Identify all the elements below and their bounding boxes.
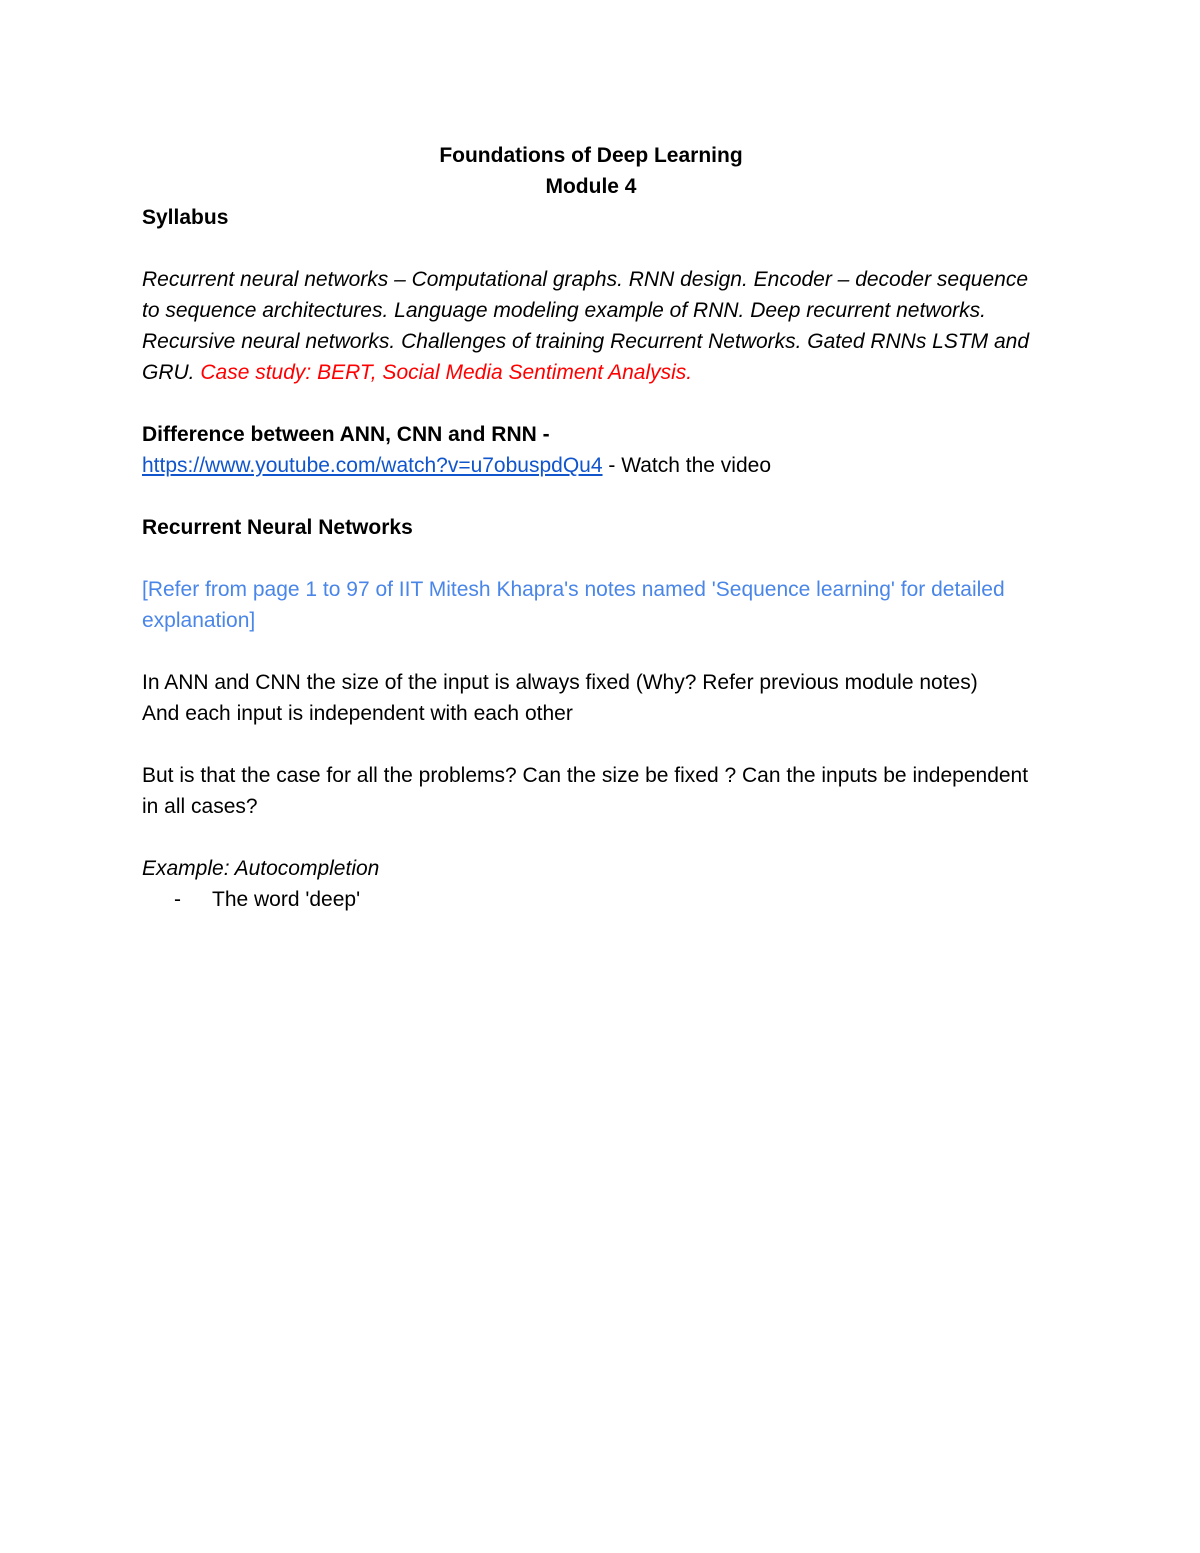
example-label: Example: Autocompletion <box>142 857 380 880</box>
document-page <box>142 140 1042 915</box>
spacer <box>142 233 1042 264</box>
title-block <box>140 140 1042 202</box>
list-dash: - <box>174 888 181 911</box>
spacer <box>142 729 1042 760</box>
spacer <box>142 822 1042 853</box>
syllabus-heading: Syllabus <box>142 206 229 229</box>
video-suffix: - Watch the video <box>602 454 771 477</box>
video-line <box>142 450 1042 481</box>
youtube-link[interactable]: https://www.youtube.com/watch?v=u7obuspdQu4 <box>142 454 603 477</box>
spacer <box>142 481 1042 512</box>
difference-heading: Difference between ANN, CNN and RNN - <box>142 423 550 446</box>
rnn-heading: Recurrent Neural Networks <box>142 516 413 539</box>
syllabus-paragraph <box>142 264 1042 388</box>
document-title: Foundations of Deep Learning <box>439 144 743 167</box>
module-subtitle: Module 4 <box>545 175 637 198</box>
spacer <box>142 543 1042 574</box>
paragraph-fixed-size: In ANN and CNN the size of the input is always fixed (Why? Refer previous module notes) <box>142 671 978 694</box>
example-list <box>142 884 1042 915</box>
syllabus-text: Recurrent neural networks – Computational graphs. RNN design. Encoder – decoder sequence to sequence architectures. Language modeling example of RNN. Deep recurrent networks. Recursive neural networks. Challenges of training Recurrent Networks. Gated RNNs LSTM and GRU. <box>142 268 1030 384</box>
spacer <box>142 388 1042 419</box>
syllabus-case-study: Case study: BERT, Social Media Sentiment Analysis. <box>200 361 693 384</box>
spacer <box>142 636 1042 667</box>
list-item-text: The word 'deep' <box>212 888 361 911</box>
refer-note: [Refer from page 1 to 97 of IIT Mitesh Khapra's notes named 'Sequence learning' for detailed explanation] <box>142 578 1005 632</box>
paragraph-independent: And each input is independent with each other <box>142 702 573 725</box>
paragraph-question: But is that the case for all the problems? Can the size be fixed ? Can the inputs be independent in all cases? <box>142 764 1029 818</box>
list-item <box>142 884 1042 915</box>
